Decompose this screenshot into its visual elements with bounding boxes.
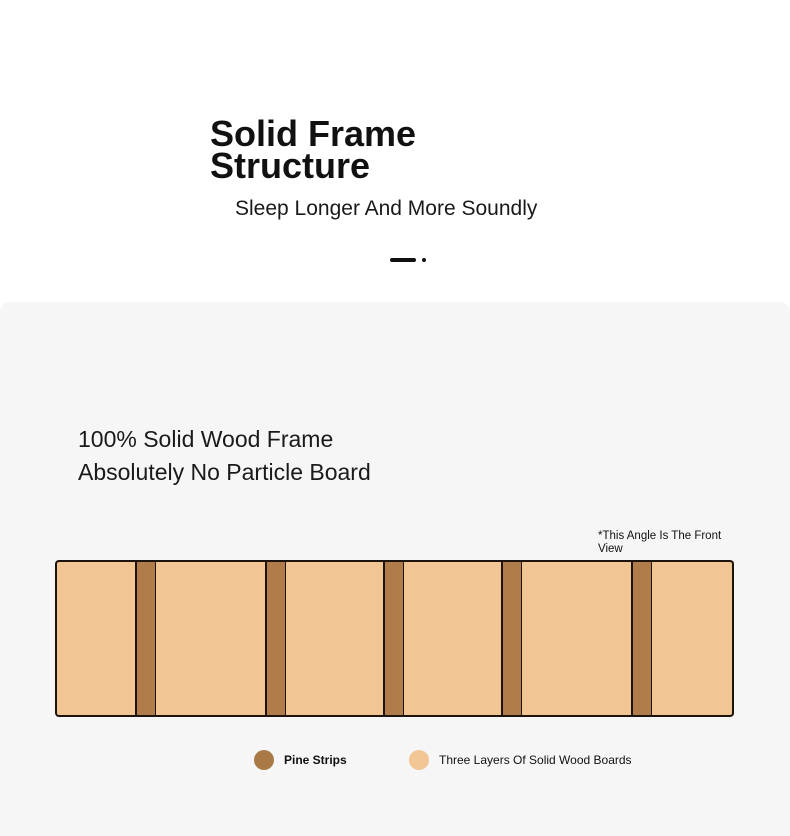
legend-swatch-solid-wood-boards <box>409 750 429 770</box>
pine-strip-1 <box>136 561 156 716</box>
frame-info-panel <box>0 302 790 836</box>
legend-label-pine-strips: Pine Strips <box>284 753 347 767</box>
pine-strip-3 <box>384 561 404 716</box>
frame-structure-diagram <box>55 560 734 717</box>
pine-strip-5 <box>632 561 652 716</box>
legend-label-solid-wood-boards: Three Layers Of Solid Wood Boards <box>439 753 632 767</box>
wood-board-2 <box>156 561 266 716</box>
wood-board-5 <box>522 561 632 716</box>
panel-heading-line2: Absolutely No Particle Board <box>78 459 371 485</box>
panel-heading <box>78 426 378 486</box>
legend <box>0 750 790 774</box>
legend-item-solid-wood-boards <box>409 750 632 770</box>
carousel-pager <box>390 258 426 262</box>
wood-board-4 <box>404 561 502 716</box>
panel-heading-line1: 100% Solid Wood Frame <box>78 426 334 452</box>
wood-board-3 <box>286 561 384 716</box>
hero-subtitle: Sleep Longer And More Soundly <box>235 197 538 220</box>
legend-item-pine-strips <box>254 750 347 770</box>
pine-strip-4 <box>502 561 522 716</box>
hero-title: Solid Frame Structure <box>210 113 417 186</box>
wood-board-6 <box>652 561 734 716</box>
pager-dot-active[interactable] <box>390 258 416 262</box>
front-view-note: *This Angle Is The Front View <box>598 530 722 555</box>
pine-strip-2 <box>266 561 286 716</box>
pager-dot[interactable] <box>422 258 426 262</box>
wood-board-1 <box>56 561 136 716</box>
legend-swatch-pine-strips <box>254 750 274 770</box>
